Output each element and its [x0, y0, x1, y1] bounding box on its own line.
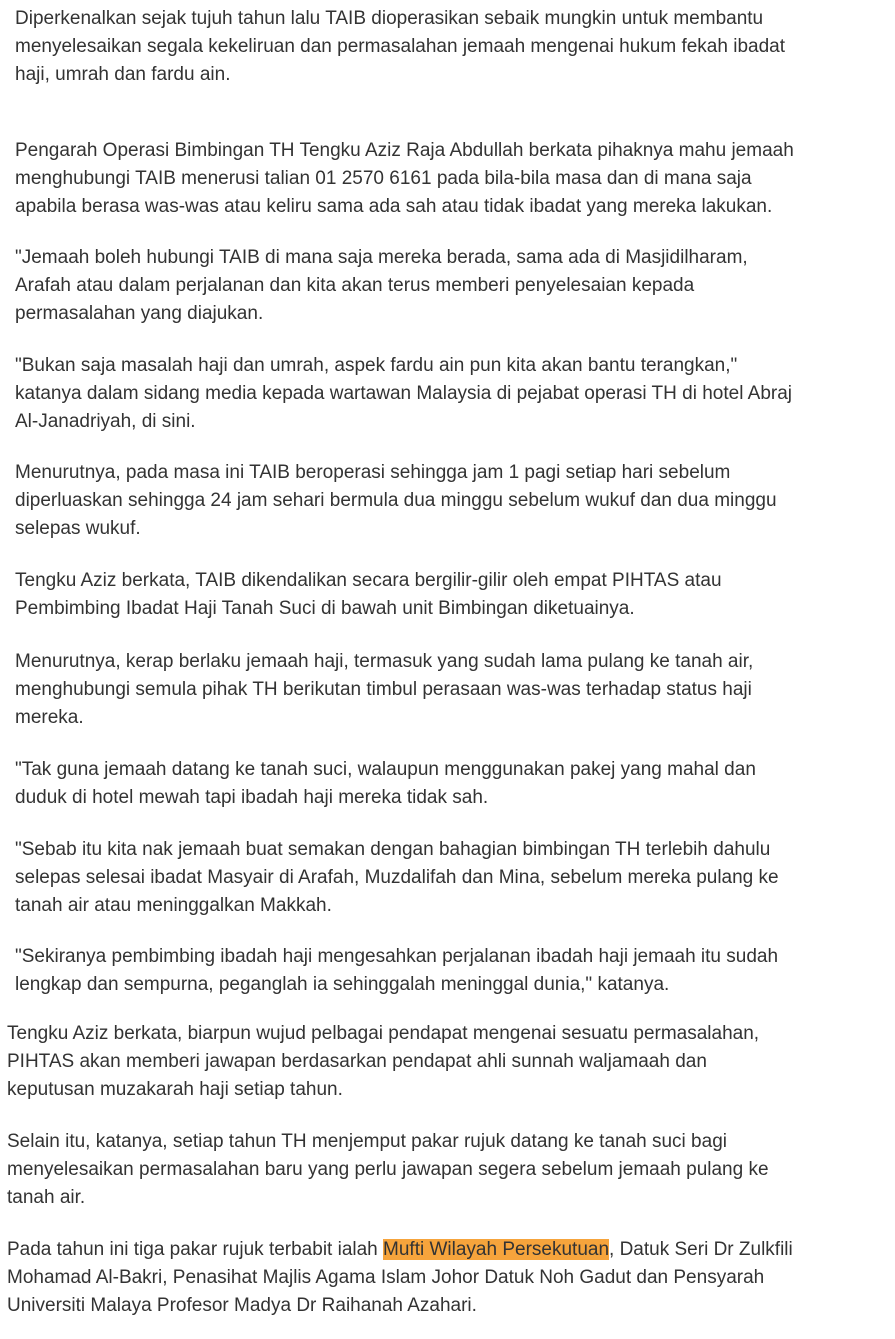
- text-line: Selain itu, katanya, setiap tahun TH menjemput pakar rujuk datang ke tanah suci bagi: [7, 1131, 727, 1152]
- text-line: Pembimbing Ibadat Haji Tanah Suci di bawah unit Bimbingan diketuainya.: [15, 598, 635, 619]
- text-line: Diperkenalkan sejak tujuh tahun lalu TAIB dioperasikan sebaik mungkin untuk membantu: [15, 8, 764, 29]
- text-line: "Sekiranya pembimbing ibadah haji mengesahkan perjalanan ibadah haji jemaah itu sudah: [15, 946, 779, 967]
- text-segment: Pada tahun ini tiga pakar rujuk terbabit ialah: [7, 1239, 384, 1260]
- paragraph-quote-check: [15, 836, 779, 920]
- text-line: Menurutnya, kerap berlaku jemaah haji, termasuk yang sudah lama pulang ke tanah air,: [15, 651, 754, 672]
- text-line: PIHTAS akan memberi jawapan berdasarkan pendapat ahli sunnah waljamaah dan: [7, 1051, 707, 1072]
- text-line: Arafah atau dalam perjalanan dan kita akan terus memberi penyelesaian kepada: [15, 275, 695, 296]
- text-line: keputusan muzakarah haji setiap tahun.: [7, 1079, 343, 1100]
- text-line: mereka.: [15, 707, 84, 728]
- text-line: permasalahan yang diajukan.: [15, 303, 264, 324]
- paragraph-quote-anywhere: [15, 244, 748, 328]
- text-line: lengkap dan sempurna, peganglah ia sehinggalah meninggal dunia," katanya.: [15, 974, 670, 995]
- paragraph-opinions: [7, 1020, 759, 1104]
- text-line: diperluaskan sehingga 24 jam sehari bermula dua minggu sebelum wukuf dan dua minggu: [15, 490, 777, 511]
- text-line: apabila berasa was-was atau keliru sama ada sah atau tidak ibadat yang mereka lakukan.: [15, 196, 773, 217]
- highlighted-term-mufti[interactable]: Mufti Wilayah Persekutuan: [383, 1239, 610, 1260]
- text-line: menghubungi semula pihak TH berikutan timbul perasaan was-was terhadap status haji: [15, 679, 752, 700]
- paragraph-pihtas: [15, 567, 722, 623]
- text-line: Menurutnya, pada masa ini TAIB beroperasi sehingga jam 1 pagi setiap hari sebelum: [15, 462, 731, 483]
- text-line: menghubungi TAIB menerusi talian 01 2570 6161 pada bila-bila masa dan di mana saja: [15, 168, 752, 189]
- text-line: haji, umrah dan fardu ain.: [15, 64, 231, 85]
- text-segment: , Datuk Seri Dr Zulkfili: [609, 1239, 793, 1260]
- text-line: tanah air atau meninggalkan Makkah.: [15, 895, 332, 916]
- paragraph-quote-fardu-ain: [15, 352, 792, 436]
- text-line: Pengarah Operasi Bimbingan TH Tengku Aziz Raja Abdullah berkata pihaknya mahu jemaah: [15, 140, 794, 161]
- paragraph-contact-line: [15, 137, 794, 221]
- paragraph-returning-pilgrims: [15, 648, 753, 732]
- paragraph-quote-expensive-package: [15, 756, 756, 812]
- text-line: "Sebab itu kita nak jemaah buat semakan dengan bahagian bimbingan TH terlebih dahulu: [15, 839, 771, 860]
- text-line: "Jemaah boleh hubungi TAIB di mana saja mereka berada, sama ada di Masjidilharam,: [15, 247, 748, 268]
- text-line: katanya dalam sidang media kepada wartawan Malaysia di pejabat operasi TH di hotel Abraj: [15, 383, 792, 404]
- text-line: Al-Janadriyah, di sini.: [15, 411, 196, 432]
- text-line: duduk di hotel mewah tapi ibadah haji mereka tidak sah.: [15, 787, 489, 808]
- paragraph-expert-names: [7, 1236, 793, 1320]
- text-line: Tengku Aziz berkata, TAIB dikendalikan secara bergilir-gilir oleh empat PIHTAS atau: [15, 570, 722, 591]
- text-line: [7, 1236, 793, 1264]
- text-line: Tengku Aziz berkata, biarpun wujud pelbagai pendapat mengenai sesuatu permasalahan,: [7, 1023, 760, 1044]
- text-line: "Tak guna jemaah datang ke tanah suci, walaupun menggunakan pakej yang mahal dan: [15, 759, 756, 780]
- text-line: menyelesaikan permasalahan baru yang perlu jawapan segera sebelum jemaah pulang ke: [7, 1159, 769, 1180]
- paragraph-operating-hours: [15, 459, 777, 543]
- text-line: selepas wukuf.: [15, 518, 141, 539]
- text-line: Universiti Malaya Profesor Madya Dr Raihanah Azahari.: [7, 1295, 477, 1316]
- text-line: Mohamad Al-Bakri, Penasihat Majlis Agama Islam Johor Datuk Noh Gadut dan Pensyarah: [7, 1267, 765, 1288]
- text-line: "Bukan saja masalah haji dan umrah, aspek fardu ain pun kita akan bantu terangkan,": [15, 355, 738, 376]
- text-line: selepas selesai ibadat Masyair di Arafah, Muzdalifah dan Mina, sebelum mereka pulang ke: [15, 867, 779, 888]
- text-line: tanah air.: [7, 1187, 86, 1208]
- text-line: menyelesaikan segala kekeliruan dan permasalahan jemaah mengenai hukum fekah ibadat: [15, 36, 785, 57]
- paragraph-experts-invited: [7, 1128, 769, 1212]
- paragraph-taib-intro: [15, 5, 785, 89]
- paragraph-quote-complete: [15, 943, 778, 999]
